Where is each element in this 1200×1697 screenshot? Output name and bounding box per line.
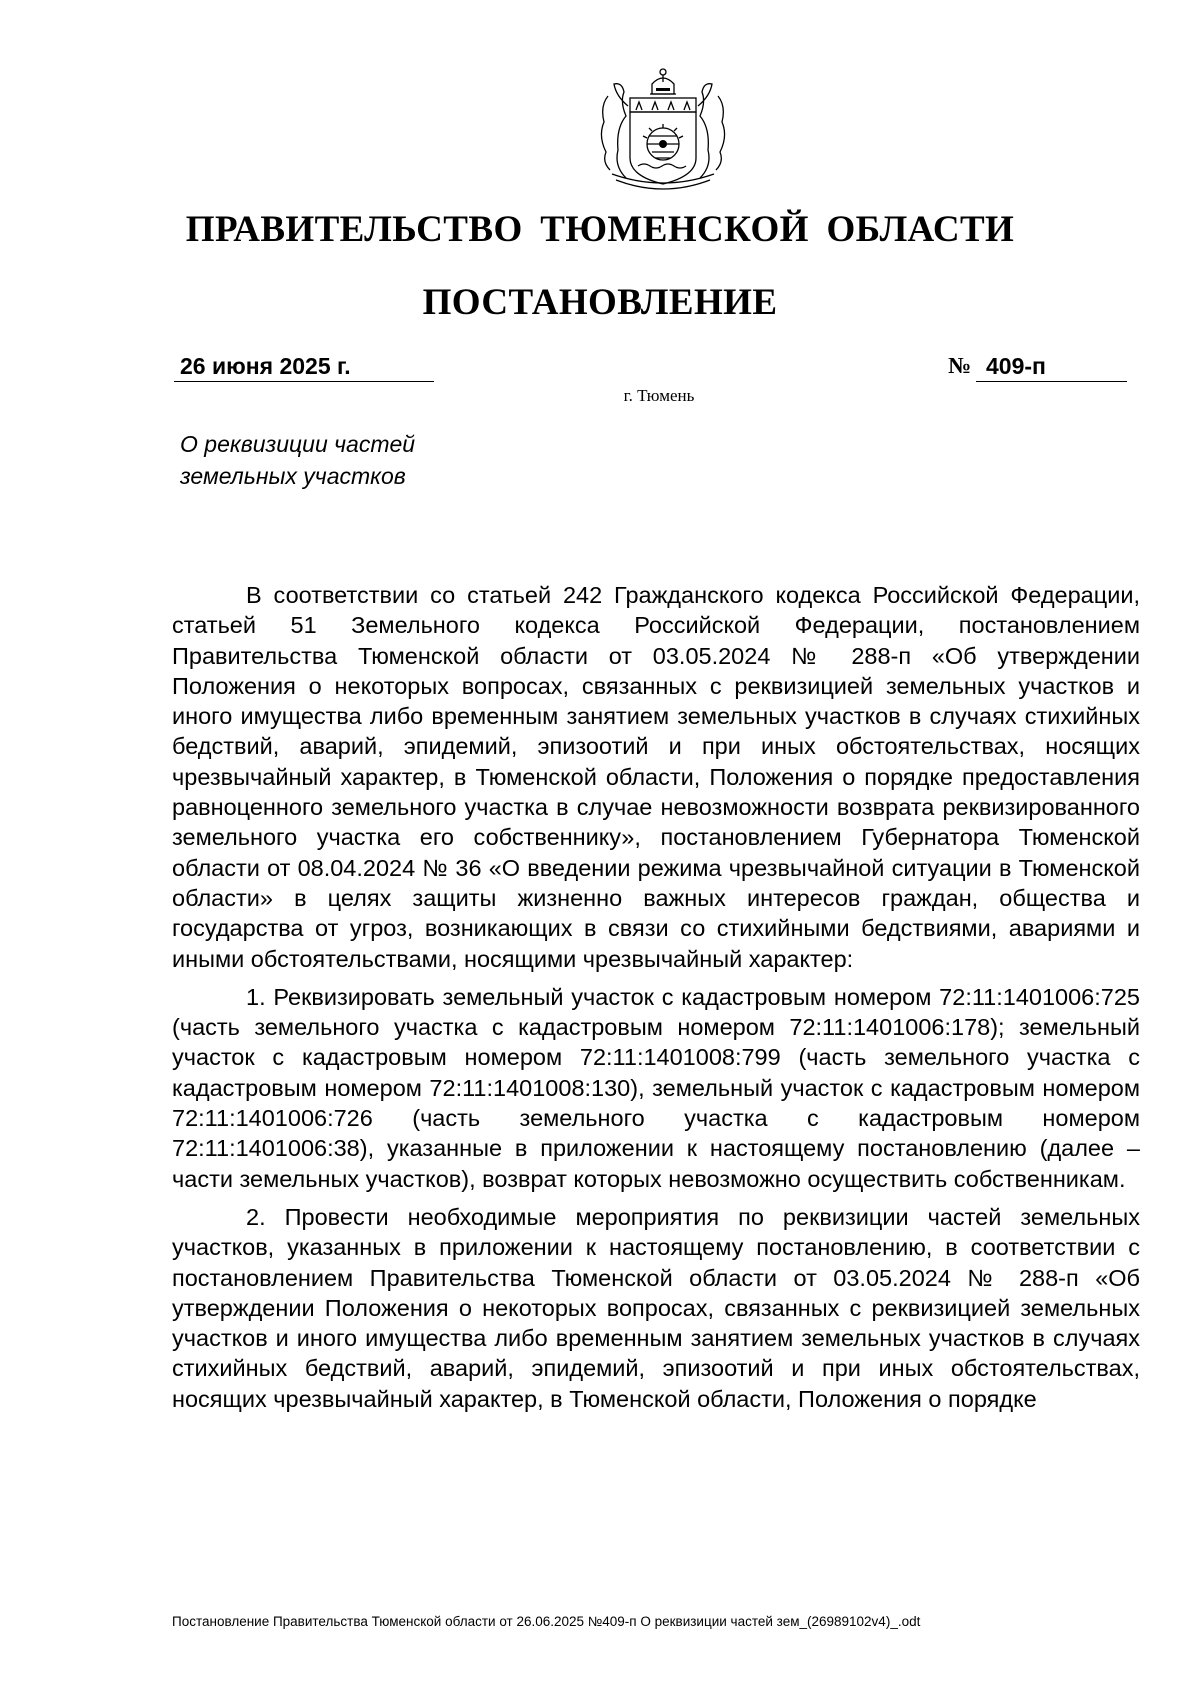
document-subject bbox=[180, 428, 415, 492]
item-1-paragraph: 1. Реквизировать земельный участок с кадастровым номером 72:11:1401006:725 (часть земельного участка с кадастровым номером 72:11:1401006:178); земельный участок с кадастровым номером 72:11:1401008:799 (часть земельного участка с кадастровым номером 72:11:1401008:130), земельный участок с кадастровым номером 72:11:1401006:726 (часть земельного участка с кадастровым номером 72:11:1401006:38), указанные в приложении к настоящему постановлению (далее – части земельных участков), возврат которых невозможно осуществить собственникам. bbox=[172, 983, 1140, 1192]
item-2-paragraph: 2. Провести необходимые мероприятия по реквизиции частей земельных участков, указанных в приложении к настоящему постановлению, в соответствии с постановлением Правительства Тюменской области от 03.05.2024 № 288-п «Об утверждении Положения о некоторых вопросах, связанных с реквизицией земельных участков и иного имущества либо временным занятием земельных участков в случаях стихийных бедствий, аварий, эпидемий, эпизоотий и при иных обстоятельствах, носящих чрезвычайный характер, в Тюменской области, Положения о порядке bbox=[172, 1203, 1140, 1412]
document-body bbox=[172, 580, 1140, 1414]
document-date: 26 июня 2025 г. bbox=[174, 352, 434, 382]
government-title: ПРАВИТЕЛЬСТВО ТЮМЕНСКОЙ ОБЛАСТИ bbox=[185, 209, 1015, 250]
subject-line-1: О реквизиции частей bbox=[180, 431, 416, 457]
number-sign: № bbox=[948, 353, 972, 378]
document-footer: Постановление Правительства Тюменской области от 26.06.2025 №409-п О реквизиции частей зем_(26989102v4)_.odt bbox=[172, 1614, 921, 1629]
document-type-title: ПОСТАНОВЛЕНИЕ bbox=[422, 282, 778, 323]
coat-of-arms-emblem bbox=[586, 66, 740, 196]
city-label: г. Тюмень bbox=[623, 386, 695, 405]
document-number: 409-п bbox=[976, 352, 1127, 382]
subject-line-2: земельных участков bbox=[180, 463, 406, 489]
preamble-paragraph: В соответствии со статьей 242 Гражданского кодекса Российской Федерации, статьей 51 Земельного кодекса Российской Федерации, постановлением Правительства Тюменской области от 03.05.2024 № 288-п «Об утверждении Положения о некоторых вопросах, связанных с реквизицией земельных участков и иного имущества либо временным занятием земельных участков в случаях стихийных бедствий, аварий, эпидемий, эпизоотий и при иных обстоятельствах, носящих чрезвычайный характер, в Тюменской области, Положения о порядке предоставления равноценного земельного участка в случае невозможности возврата реквизированного земельного участка его собственнику», постановлением Губернатора Тюменской области от 08.04.2024 № 36 «О введении режима чрезвычайной ситуации в Тюменской области» в целях защиты жизненно важных интересов граждан, общества и государства от угроз, возникающих в связи со стихийными бедствиями, авариями и иными обстоятельствами, носящими чрезвычайный характер: bbox=[172, 582, 1140, 972]
